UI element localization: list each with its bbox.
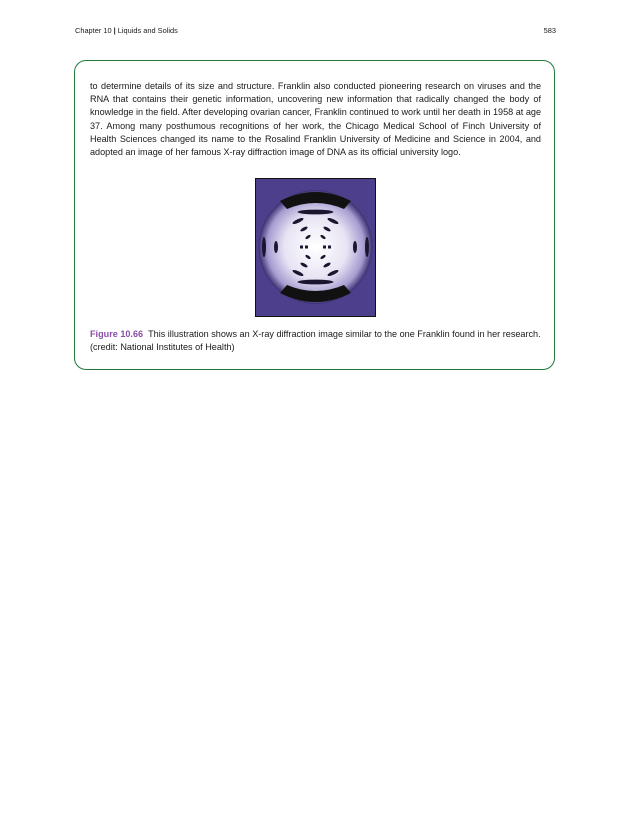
chapter-label: Chapter 10 (75, 26, 112, 35)
header-separator: | (113, 26, 116, 35)
figure-caption (90, 328, 541, 354)
running-header (75, 25, 556, 37)
x-ray-diffraction-image (255, 178, 376, 317)
figure-label: Figure 10.66 (90, 329, 144, 339)
body-paragraph: to determine details of its size and structure. Franklin also conducted pioneering research on viruses and the RNA that contains their genetic information, uncovering new information that radically changed the body of knowledge in the field. After developing ovarian cancer, Franklin continued to work until her death in 1958 at age 37. Among many posthumous recognitions of her work, the Chicago Medical School of Finch University of Health Sciences changed its name to the Rosalind Franklin University of Medicine and Science in 2004, and adopted an image of her famous X-ray diffraction image of DNA as its official university logo. (90, 81, 541, 158)
feature-box (74, 60, 555, 370)
caption-text: This illustration shows an X-ray diffraction image similar to the one Franklin found in her research. (credit: National Institutes of Health) (90, 329, 541, 353)
chapter-heading (75, 25, 178, 37)
chapter-title: Liquids and Solids (117, 26, 178, 35)
page-number: 583 (543, 26, 556, 35)
